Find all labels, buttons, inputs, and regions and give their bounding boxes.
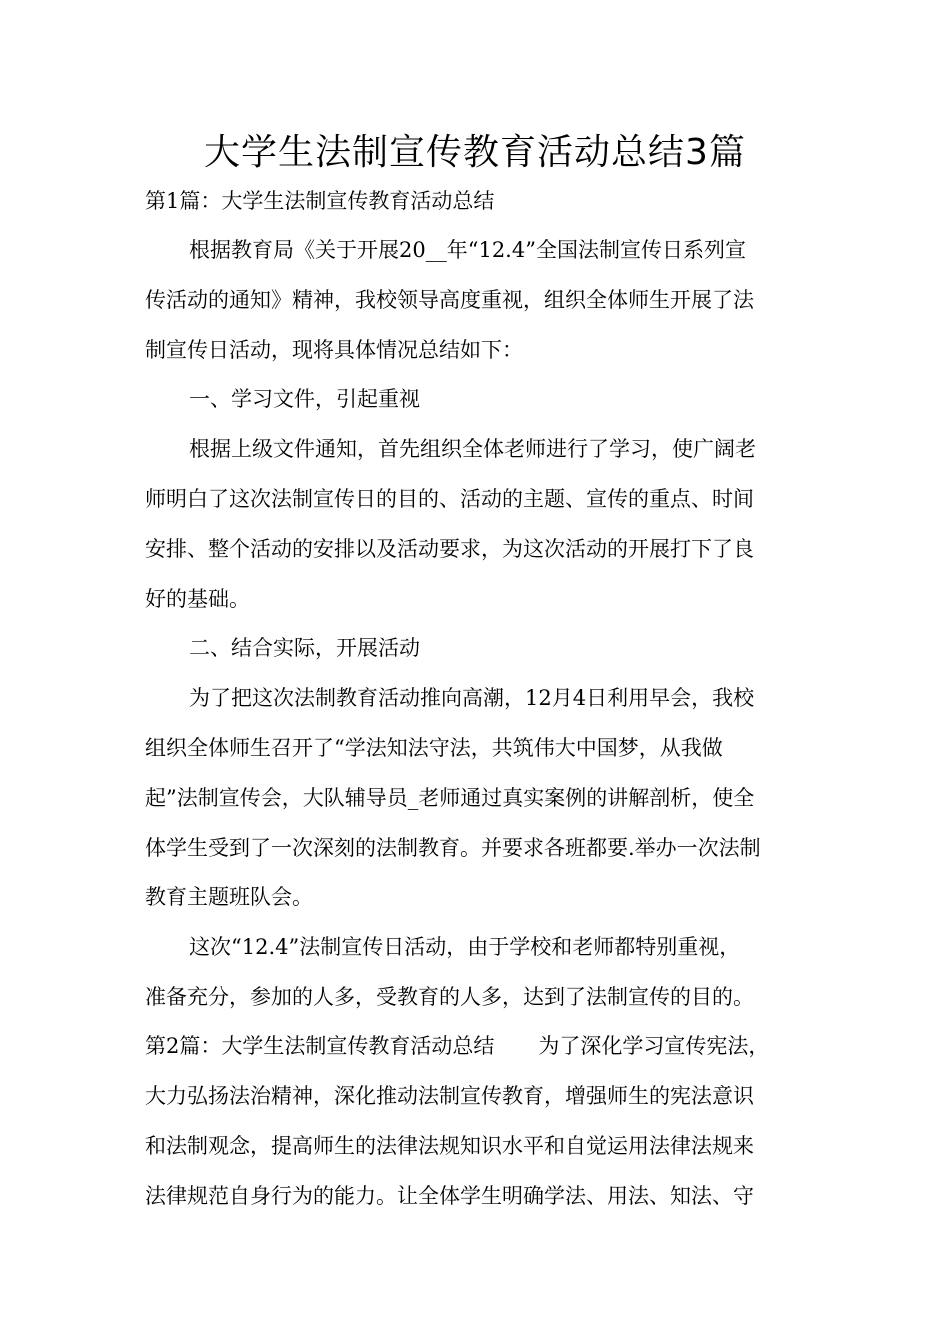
paragraph-line: 传活动的通知》精神，我校领导高度重视，组织全体师生开展了法 [145,288,754,312]
paragraph-line: 根据教育局《关于开展20__年“12.4”全国法制宣传日系列宣 [189,238,746,262]
section-heading-2-line [145,1031,769,1061]
paragraph-text: 为了深化学习宣传宪法， [538,1034,770,1058]
paragraph-line: 制宣传日活动，现将具体情况总结如下： [145,338,523,362]
section-heading-2: 第2篇：大学生法制宣传教育活动总结 [145,1034,495,1058]
document-title: 大学生法制宣传教育活动总结3篇 [204,132,746,173]
subheading-1: 一、学习文件，引起重视 [189,387,420,411]
paragraph-line: 和法制观念，提高师生的法律法规知识水平和自觉运用法律法规来 [145,1134,754,1158]
paragraph-line: 根据上级文件通知，首先组织全体老师进行了学习，使广阔老 [189,437,756,461]
paragraph-line: 法律规范自身行为的能力。让全体学生明确学法、用法、知法、守 [145,1184,754,1208]
subheading-2: 二、结合实际，开展活动 [189,636,420,660]
paragraph-line: 好的基础。 [145,587,250,611]
section-heading-1: 第1篇：大学生法制宣传教育活动总结 [145,189,495,213]
paragraph-line: 安排、整个活动的安排以及活动要求，为这次活动的开展打下了良 [145,537,754,561]
paragraph-line: 准备充分，参加的人多，受教育的人多，达到了法制宣传的目的。 [145,985,754,1009]
paragraph-line: 起”法制宣传会，大队辅导员_老师通过真实案例的讲解剖析，使全 [145,786,755,810]
paragraph-line: 师明白了这次法制宣传日的目的、活动的主题、宣传的重点、时间 [145,487,754,511]
paragraph-line: 教育主题班队会。 [145,885,313,909]
paragraph-line: 组织全体师生召开了“学法知法守法，共筑伟大中国梦，从我做 [145,736,723,760]
paragraph-line: 为了把这次法制教育活动推向高潮，12月4日利用早会，我校 [189,686,755,710]
paragraph-line: 这次“12.4”法制宣传日活动，由于学校和老师都特别重视， [189,935,741,959]
paragraph-line: 体学生受到了一次深刻的法制教育。并要求各班都要.举办一次法制 [145,836,761,860]
paragraph-line: 大力弘扬法治精神，深化推动法制宣传教育，增强师生的宪法意识 [145,1084,754,1108]
